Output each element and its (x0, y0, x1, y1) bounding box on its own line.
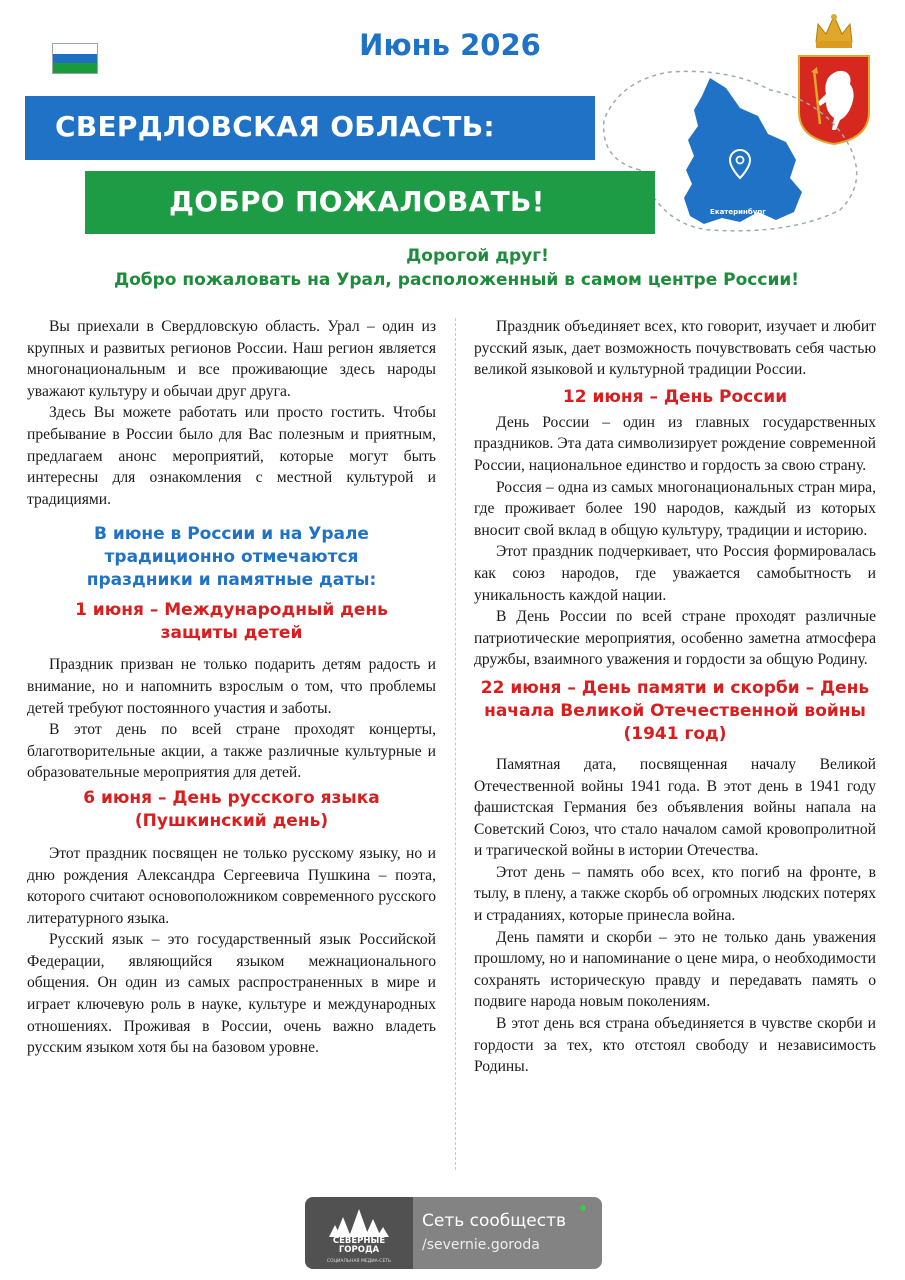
intro-paragraph-2: Здесь Вы можете работать или просто гостить. Чтобы пребывание в России было для Вас полезным и приятным, предлагаем анонс мероприятий, которые могут быть интересны для ознакомления с местной культурой и традициями. (27, 404, 436, 508)
online-dot-icon (580, 1205, 586, 1211)
watermark-handle: /severnie.goroda (422, 1237, 540, 1253)
logo-small-text: СОЦИАЛЬНАЯ МЕДИА-СЕТЬ (326, 1259, 392, 1264)
greeting-line-1: Дорогой друг! (406, 246, 549, 266)
june-1-paragraph-2: В этот день по всей стране проходят концерты, благотворительные акции, а также различные культурные и образовательные мероприятия для детей. (27, 721, 436, 782)
right-column (474, 316, 876, 1078)
june-6-paragraph-1: Этот праздник посвящен не только русскому языку, но и дню рождения Александра Сергеевича Пушкина – поэта, которого считают основоположником современного русского литературного языка. (27, 844, 436, 927)
issue-month: Июнь 2026 (359, 28, 541, 62)
holiday-heading-june-22: 22 июня – День памяти и скорби – День начала Великой Отечественной войны (1941 год) (480, 677, 870, 744)
june-12-paragraph-3: Этот праздник подчеркивает, что Россия формировалась как союз народов, где уважается самобытность и уникальность каждой нации. (474, 543, 876, 604)
title-banner-welcome (85, 171, 655, 234)
forest-icon (305, 1201, 413, 1241)
title-banner-region (25, 96, 595, 160)
june-22-paragraph-4: В этот день вся страна объединяется в чувстве скорби и гордости за тех, кто отстоял свободу и независимость Родины. (474, 1015, 876, 1076)
section-heading: В июне в России и на Урале традиционно отмечаются праздники и памятные даты: (86, 524, 377, 591)
column-divider (455, 318, 456, 1170)
watermark-badge[interactable] (305, 1197, 602, 1269)
greeting-line-2: Добро пожаловать на Урал, расположенный в самом центре России! (113, 270, 800, 290)
severnie-goroda-logo (305, 1197, 413, 1269)
june-22-paragraph-2: Этот день – память обо всех, кто погиб на фронте, в тылу, в плену, а также скорбь об огромных людских потерях и страданиях, которые принесла война. (474, 863, 876, 925)
logo-line-1: СЕВЕРНЫЕ (332, 1236, 386, 1246)
logo-line-2: ГОРОДА (338, 1245, 380, 1255)
holiday-heading-june-12: 12 июня – День России (562, 386, 788, 407)
june-12-paragraph-2: Россия – одна из самых многонациональных стран мира, где проживает более 190 народов, каждый из которых вносит свой вклад в общую культуру, традиции и историю. (474, 478, 876, 539)
map-city-label: Екатеринбург (710, 208, 766, 216)
title-welcome: ДОБРО ПОЖАЛОВАТЬ! (169, 185, 545, 218)
intro-paragraph-1: Вы приехали в Свердловскую область. Урал – один из крупных и развитых регионов России. Наш регион является многонациональным и все проживающие здесь народы уважают культуру и обычаи друг друга. (27, 318, 436, 400)
june-1-paragraph-1: Праздник призван не только подарить детям радость и внимание, но и напомнить взрослым о том, что проблемы детей требуют постоянного участия и заботы. (27, 656, 436, 717)
watermark-title: Сеть сообществ (422, 1211, 567, 1231)
holiday-heading-june-1: 1 июня – Международный день защиты детей (75, 600, 388, 644)
june-12-paragraph-4: В День России по всей стране проходят различные патриотические мероприятия, особенно заметна атмосфера дружбы, взаимного уважения и гордости за общую Родину. (474, 608, 876, 669)
left-column (27, 316, 436, 1059)
sverdlovsk-flag (52, 43, 98, 74)
june-6-paragraph-2: Русский язык – это государственный язык Российской Федерации, являющийся языком межнационального общения. Он один из самых распространенных в мире и играет ключевую роль в науке, культуре и международных отношениях. Проживая в России, очень важно владеть русским языком хотя бы на базовом уровне. (27, 931, 436, 1057)
june-12-paragraph-1: День России – один из главных государственных праздников. Эта дата символизирует рождение современной России, национальное единство и гордость за свою страну. (474, 413, 876, 474)
title-region: СВЕРДЛОВСКАЯ ОБЛАСТЬ: (55, 110, 495, 143)
june-22-paragraph-1: Памятная дата, посвященная началу Великой Отечественной войны 1941 года. В этот день в 1941 году фашистская Германия без объявления войны напала на Советский Союз, что стало началом самой кровопролитной и трагической войны в истории Отечества. (474, 755, 876, 860)
june-6-paragraph-3: Праздник объединяет всех, кто говорит, изучает и любит русский язык, дает возможность почувствовать себя частью великой языковой и культурной традиции России. (474, 318, 876, 379)
june-22-paragraph-3: День памяти и скорби – это не только дань уважения прошлому, но и напоминание о цене мира, о необходимости сохранять историческую правду и передавать память о подвиге народа новым поколениям. (474, 928, 876, 1011)
holiday-heading-june-6: 6 июня – День русского языка (Пушкинский день) (83, 787, 380, 831)
